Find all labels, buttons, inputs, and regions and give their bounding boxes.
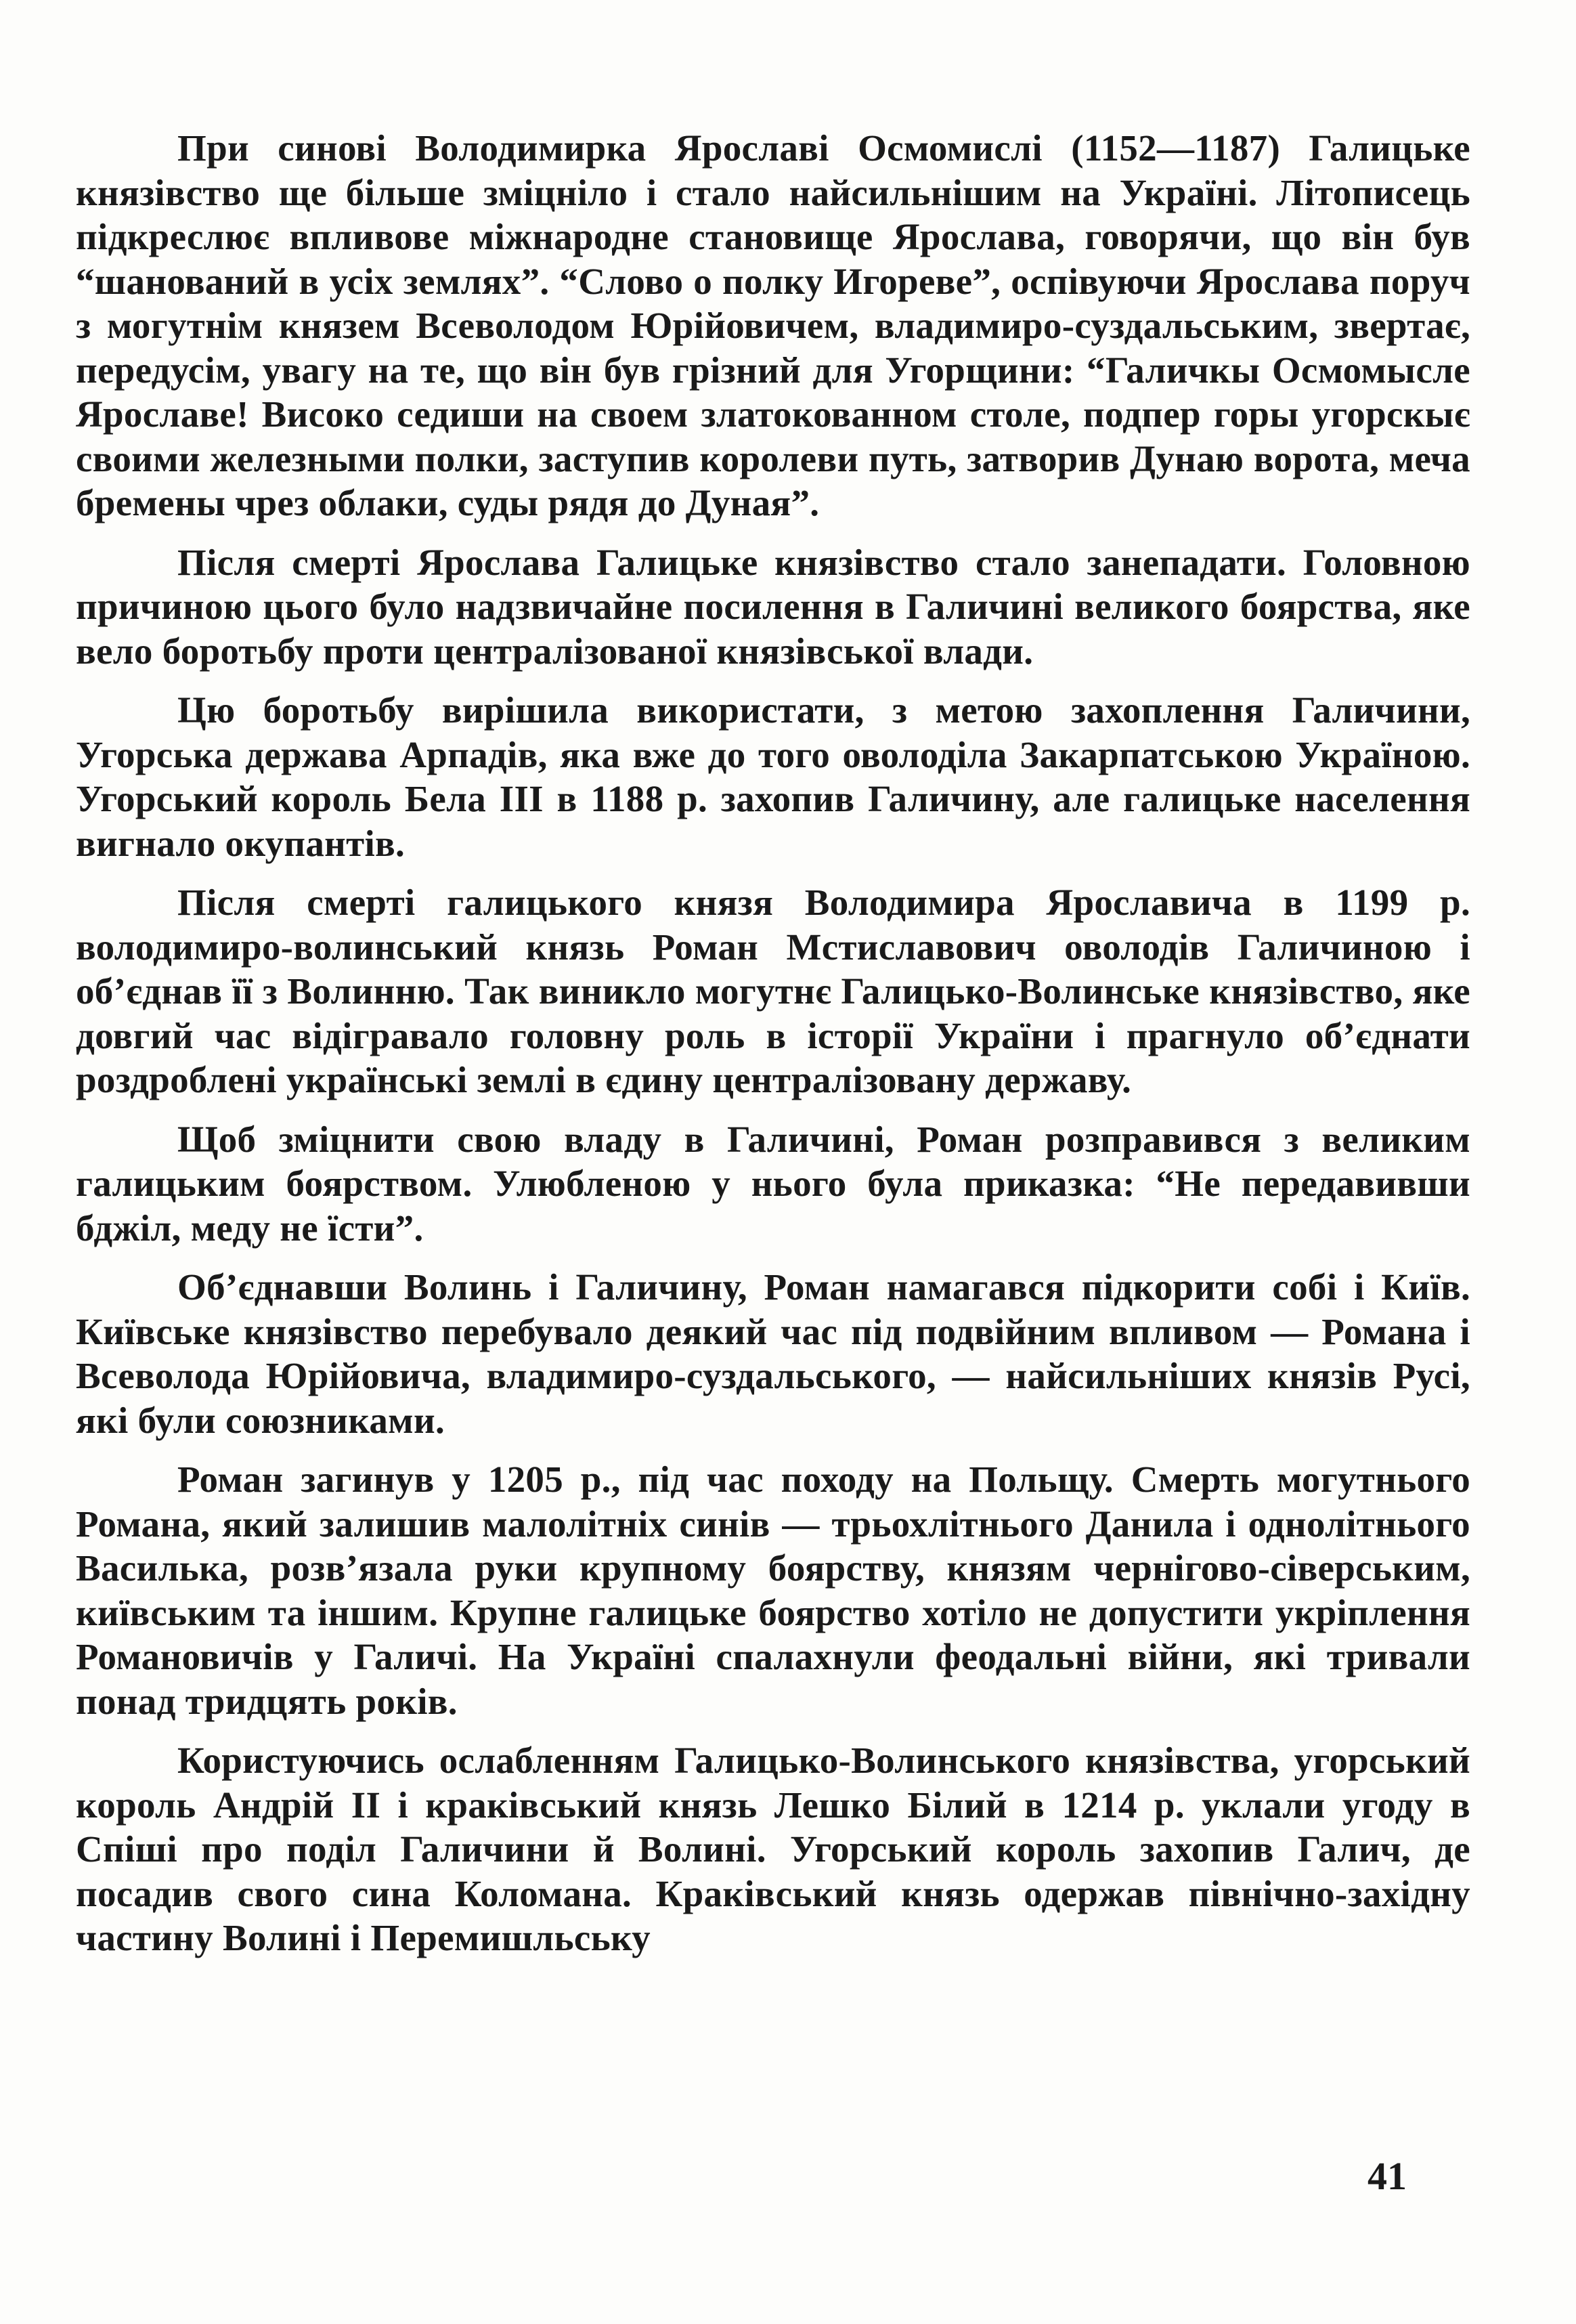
paragraph-2: Після смерті Ярослава Галицьке князівство стало занепадати. Головною причиною цього було надзвичайне посилення в Галичині великого боярства, яке вело боротьбу проти централізованої князівської влади. [76, 541, 1470, 672]
page-body [76, 126, 1470, 1975]
paragraph-1: При синові Володимирка Ярославі Осмомислі (1152—1187) Галицьке князівство ще більше зміцніло і стало найсильнішим на Україні. Літописець підкреслює впливове міжнародне становище Ярослава, говорячи, що він був “шанований в усіх землях”. “Слово о полку Игореве”, оспівуючи Ярослава поруч з могутнім князем Всеволодом Юрійовичем, владимиро-суздальським, звертає, передусім, увагу на те, що він був грізний для Угорщини: “Галичкы Осмомысле Ярославе! Високо седиши на своем златокованном столе, подпер горы угорскыє своими железными полки, заступив королеви путь, затворив Дунаю ворота, меча бремены чрез облаки, суды рядя до Дуная”. [76, 127, 1470, 523]
paragraph-8: Користуючись ослабленням Галицько-Волинського князівства, угорський король Андрій II і краківський князь Лешко Білий в 1214 р. уклали угоду в Спіші про поділ Галичини й Волині. Угорський король захопив Галич, де посадив свого сина Коломана. Краківський князь одержав північно-західну частину Волині і Перемишльську [76, 1740, 1470, 1958]
paragraph-7: Роман загинув у 1205 р., під час походу на Польщу. Смерть могутнього Романа, який залишив малолітніх синів — трьохлітнього Данила і однолітнього Василька, розв’язала руки крупному боярству, князям чернігово-сіверським, київським та іншим. Крупне галицьке боярство хотіло не допустити укріплення Романовичів у Галичі. На Україні спалахнули феодальні війни, які тривали понад тридцять років. [76, 1459, 1470, 1722]
page-number: 41 [1367, 2154, 1407, 2198]
paragraph-3: Цю боротьбу вирішила використати, з метою захоплення Галичини, Угорська держава Арпадів, яка вже до того оволоділа Закарпатською Україною. Угорський король Бела III в 1188 р. захопив Галичину, але галицьке населення вигнало окупантів. [76, 689, 1470, 864]
paragraph-4: Після смерті галицького князя Володимира Ярославича в 1199 р. володимиро-волинський князь Роман Мстиславович оволодів Галичиною і об’єднав її з Волинню. Так виникло могутнє Галицько-Волинське князівство, яке довгий час відігравало головну роль в історії України і прагнуло об’єднати роздроблені українські землі в єдину централізовану державу. [76, 882, 1470, 1100]
paragraph-6: Об’єднавши Волинь і Галичину, Роман намагався підкорити собі і Київ. Київське князівство перебувало деякий час під подвійним впливом — Романа і Всеволода Юрійовича, владимиро-суздальського, — найсильніших князів Русі, які були союзниками. [76, 1266, 1470, 1441]
paragraph-5: Щоб зміцнити свою владу в Галичині, Роман розправився з великим галицьким боярством. Улюбленою у нього була приказка: “Не передавивши бджіл, меду не їсти”. [76, 1118, 1470, 1249]
